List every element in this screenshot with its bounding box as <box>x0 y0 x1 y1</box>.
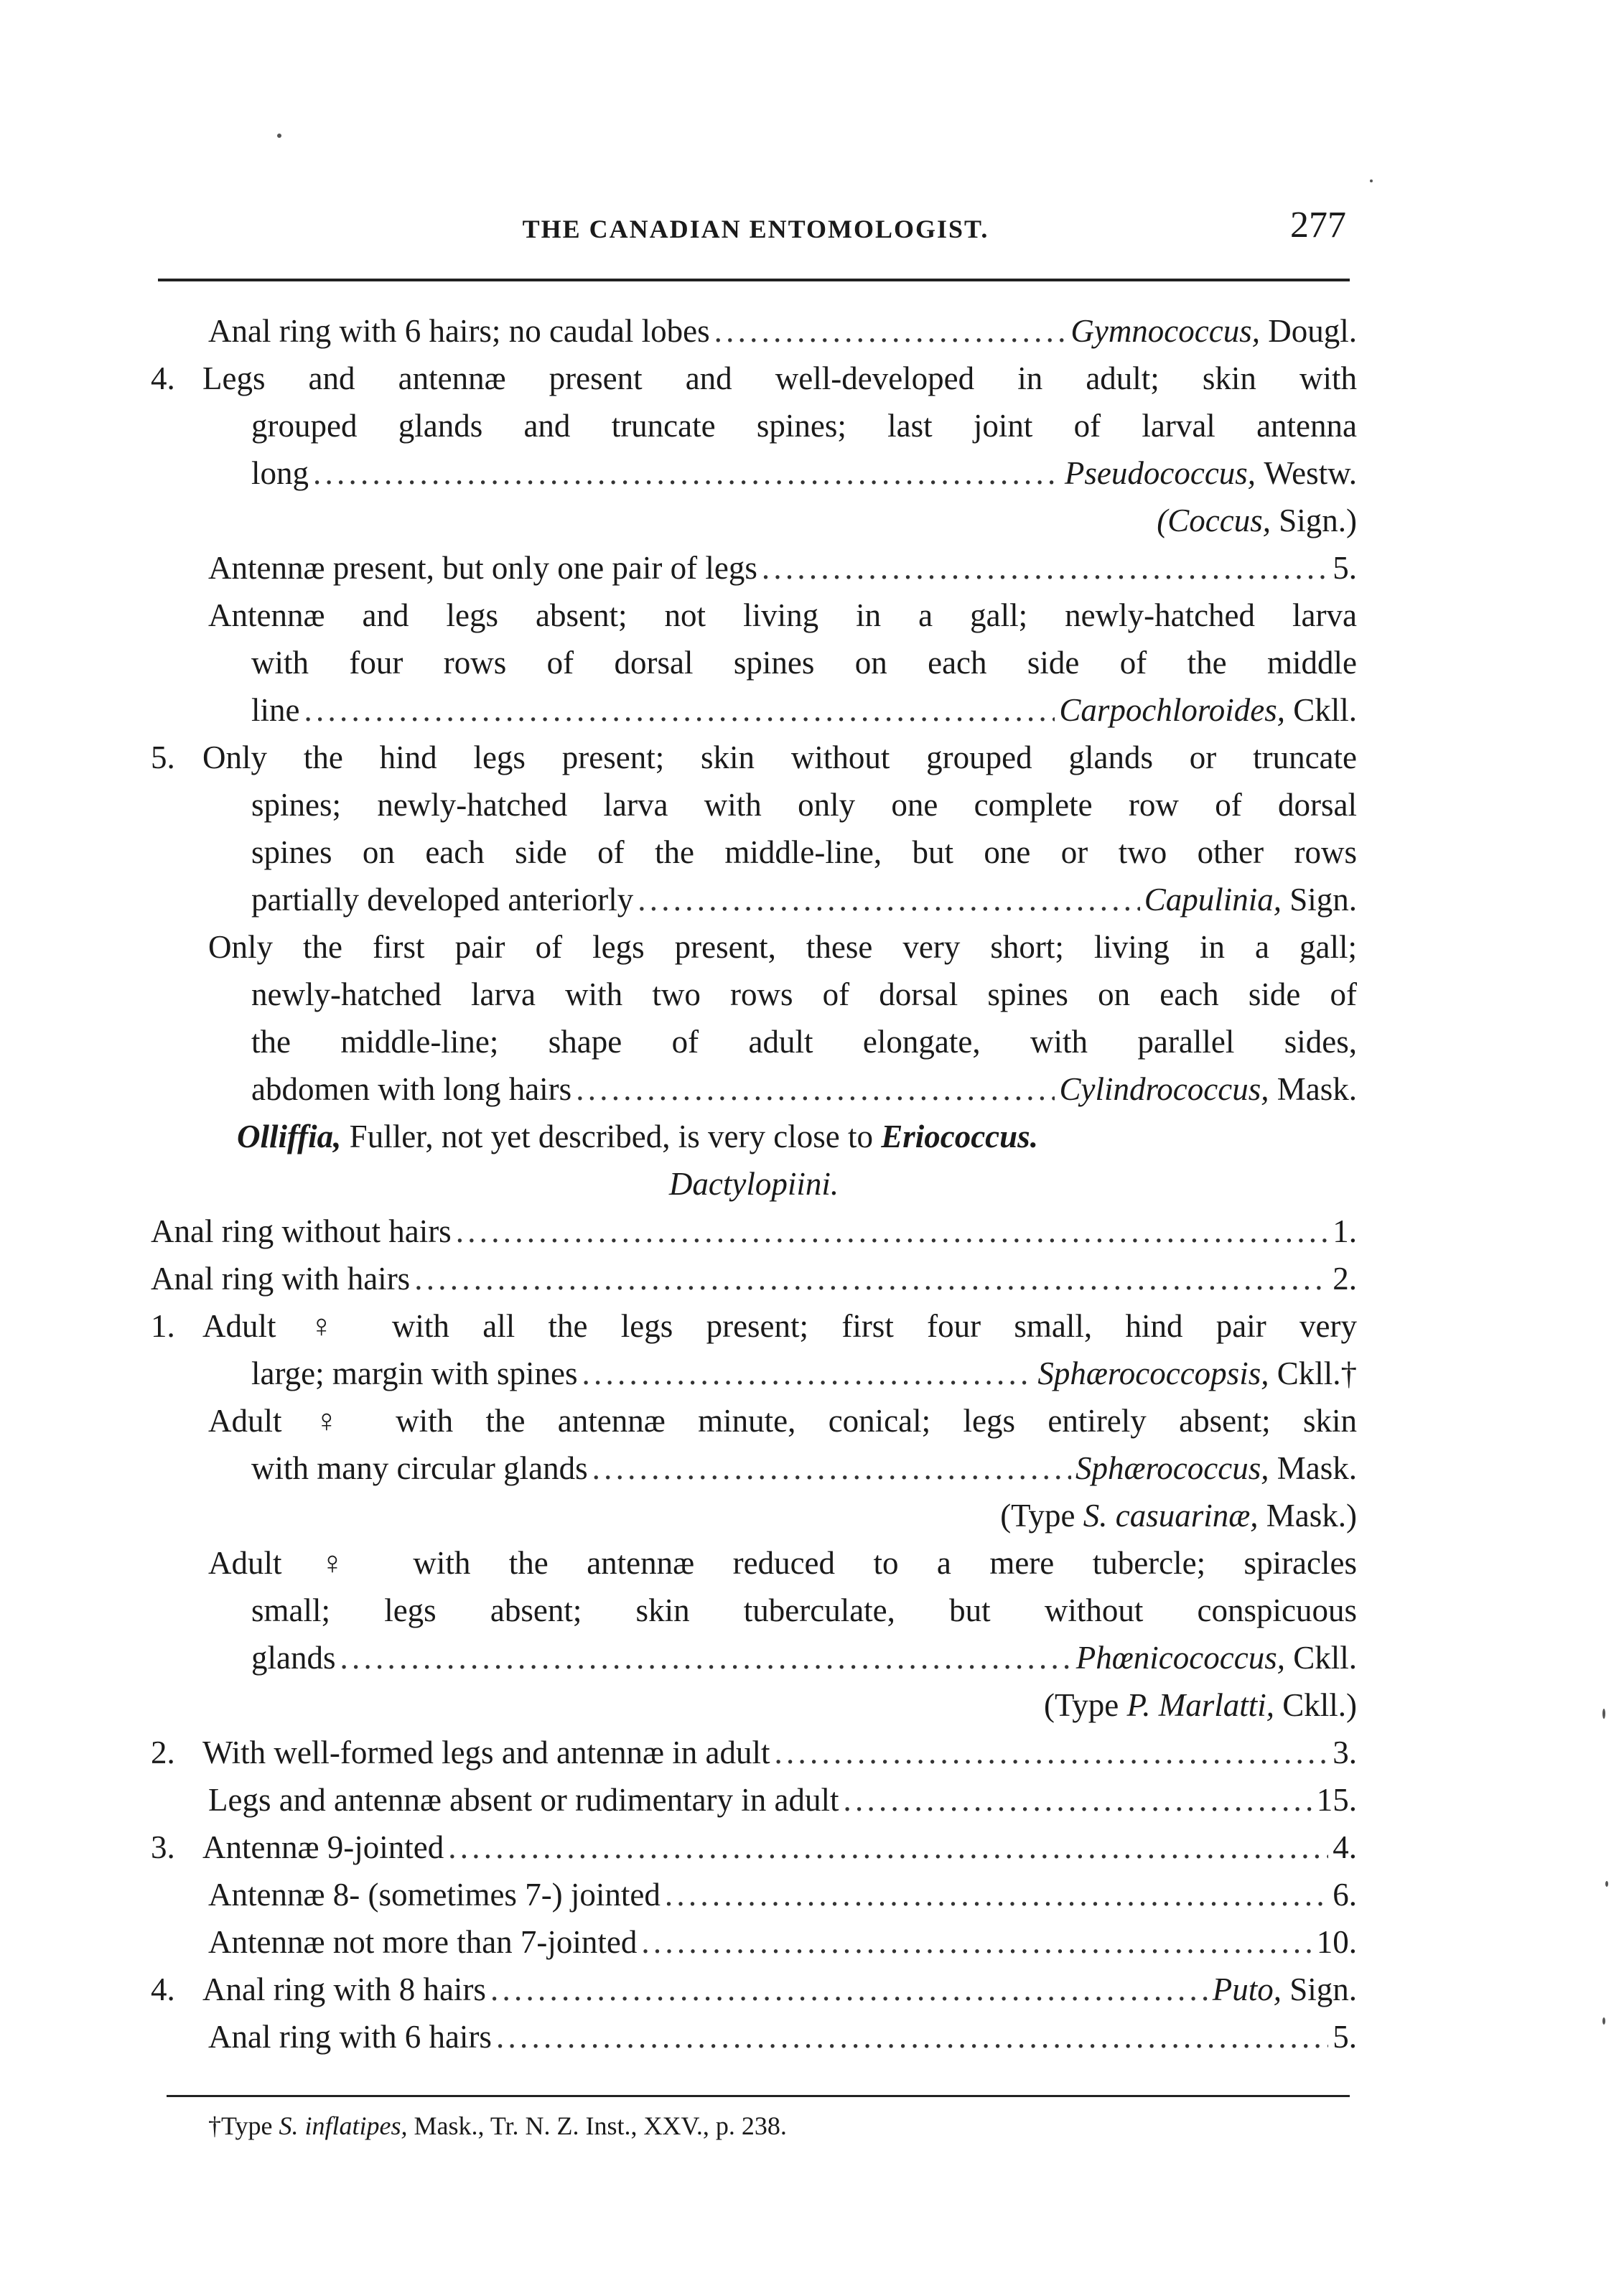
key-line: large; margin with spines . . . Sphærococcopsis, Ckll.† <box>151 1350 1357 1397</box>
key-line: spines; newly-hatched larva with only one complete row of dorsal <box>251 787 1357 823</box>
author-name: Ckll. <box>1293 1640 1357 1676</box>
dot-leader <box>576 1065 1055 1113</box>
key-line: Anal ring with hairs . . . 2. <box>151 1255 1357 1302</box>
key-line: partially developed anteriorly . . . Capulinia, Sign. <box>151 876 1357 923</box>
author-name: Westw. <box>1264 455 1357 491</box>
dot-leader <box>665 1871 1328 1918</box>
couplet-number: 2. <box>151 1735 175 1770</box>
couplet-reference: 5. <box>1333 2019 1357 2055</box>
key-line: Antennæ present, but only one pair of legs . . . 5. <box>151 544 1357 592</box>
author-name: Sign.) <box>1279 503 1357 538</box>
key-line: small; legs absent; skin tuberculate, but without conspicuous <box>251 1592 1357 1628</box>
key-line: Only the first pair of legs present, these very short; living in a gall; <box>208 929 1357 965</box>
key-line: glands . . . Phœnicococcus, Ckll. <box>151 1634 1357 1681</box>
species-name: P. Marlatti, <box>1126 1687 1274 1723</box>
key-line: (Type P. Marlatti, Ckll.) <box>1043 1687 1357 1723</box>
couplet-number: 1. <box>151 1308 175 1344</box>
ink-speck <box>1370 179 1373 182</box>
dot-leader <box>340 1634 1072 1681</box>
species-name: S. inflatipes, <box>279 2111 408 2140</box>
author-name: Ckll. <box>1293 692 1357 728</box>
couplet-reference: 2. <box>1333 1261 1357 1297</box>
ink-speck <box>277 134 281 138</box>
dot-leader <box>582 1350 1034 1397</box>
key-line: abdomen with long hairs . . . Cylindrococcus, Mask. <box>151 1065 1357 1113</box>
couplet-reference: 10. <box>1316 1924 1357 1960</box>
key-line: grouped glands and truncate spines; last joint of larval antenna <box>251 408 1357 444</box>
running-head: THE CANADIAN ENTOMOLOGIST. <box>522 215 989 243</box>
couplet-reference: 15. <box>1316 1782 1357 1818</box>
ink-speck <box>1605 1881 1608 1887</box>
key-line: long . . . Pseudococcus, Westw. <box>151 449 1357 497</box>
couplet-reference: 6. <box>1333 1877 1357 1913</box>
dot-leader <box>775 1729 1329 1776</box>
dot-leader <box>313 449 1060 497</box>
ink-speck <box>1602 1709 1605 1719</box>
ink-speck <box>1602 2017 1605 2025</box>
key-line: Antennæ not more than 7-jointed . . . 10. <box>151 1918 1357 1966</box>
dot-leader <box>844 1776 1312 1824</box>
genus-name: Phœnicococcus, <box>1075 1640 1285 1676</box>
footnote-rule <box>167 2095 1350 2097</box>
dot-leader <box>496 2013 1328 2060</box>
genus-name: Carpochloroides, <box>1059 692 1285 728</box>
couplet-number: 3. <box>151 1829 175 1865</box>
key-line: spines on each side of the middle-line, but one or two other rows <box>251 834 1357 870</box>
key-line <box>151 497 1357 544</box>
key-line: 2. With well-formed legs and antennæ in adult . . . 3. <box>151 1729 1357 1776</box>
key-text <box>151 307 1357 2060</box>
genus-name: Pseudococcus, <box>1064 455 1256 491</box>
genus-name: Cylindrococcus, <box>1059 1071 1269 1107</box>
author-name: Sign. <box>1289 1971 1357 2007</box>
dot-leader <box>592 1444 1071 1492</box>
dot-leader <box>448 1824 1328 1871</box>
couplet-number: 4. <box>151 1971 175 2007</box>
genus-name: Capulinia, <box>1144 882 1282 918</box>
key-line: Anal ring without hairs . . . 1. <box>151 1208 1357 1255</box>
key-line: Adult ♀ with the antennæ reduced to a mere tubercle; spiracles <box>208 1545 1357 1581</box>
dot-leader <box>762 544 1328 592</box>
dot-leader <box>714 307 1067 355</box>
couplet-number: 5. <box>151 739 175 775</box>
genus-name: (Coccus, <box>1157 503 1271 538</box>
key-line: 4. Anal ring with 8 hairs . . . Puto, Sign. <box>151 1966 1357 2013</box>
key-line: Legs and antennæ absent or rudimentary in adult . . . 15. <box>151 1776 1357 1824</box>
key-line: Adult ♀ with the antennæ minute, conical; legs entirely absent; skin <box>208 1403 1357 1439</box>
dot-leader <box>456 1208 1329 1255</box>
page-number: 277 <box>1290 205 1346 246</box>
key-line: the middle-line; shape of adult elongate, with parallel sides, <box>251 1024 1357 1060</box>
key-line: Anal ring with 6 hairs; no caudal lobes . . . Gymnococcus, Dougl. <box>151 307 1357 355</box>
couplet-reference: 3. <box>1333 1735 1357 1770</box>
couplet-reference: 5. <box>1333 550 1357 586</box>
genus-name: Eriococcus. <box>881 1119 1038 1154</box>
dot-leader <box>490 1966 1208 2013</box>
couplet-reference: 4. <box>1333 1829 1357 1865</box>
key-line: Antennæ and legs absent; not living in a gall; newly-hatched larva <box>208 597 1357 633</box>
key-line: with many circular glands . . . Sphærococcus, Mask. <box>151 1444 1357 1492</box>
author-name: Ckll.† <box>1277 1355 1357 1391</box>
key-line: line . . . Carpochloroides, Ckll. <box>151 686 1357 734</box>
page-header <box>165 207 1346 264</box>
key-line: with four rows of dorsal spines on each side of the middle <box>251 645 1357 681</box>
key-line: 5. Only the hind legs present; skin without grouped glands or truncate <box>151 734 1357 781</box>
couplet-reference: 1. <box>1333 1213 1357 1249</box>
key-line: 3. Antennæ 9-jointed . . . 4. <box>151 1824 1357 1871</box>
key-line: Anal ring with 6 hairs . . . 5. <box>151 2013 1357 2060</box>
genus-name: Gymnococcus, <box>1070 313 1260 349</box>
key-line: newly-hatched larva with two rows of dorsal spines on each side of <box>251 976 1357 1012</box>
dot-leader <box>641 1918 1312 1966</box>
dot-leader <box>304 686 1055 734</box>
tribe-heading: Dactylopiini. <box>668 1166 839 1202</box>
genus-name: Puto, <box>1212 1971 1282 2007</box>
section-heading <box>151 1160 1357 1208</box>
genus-name: Sphærococcus, <box>1075 1450 1269 1486</box>
genus-name: Sphærococcopsis, <box>1037 1355 1269 1391</box>
key-line: 1. Adult ♀ with all the legs present; first four small, hind pair very <box>151 1302 1357 1350</box>
dot-leader <box>414 1255 1328 1302</box>
author-name: Mask. <box>1277 1450 1357 1486</box>
key-line: 4. Legs and antennæ present and well-developed in adult; skin with <box>151 355 1357 402</box>
key-line: Antennæ 8- (sometimes 7-) jointed . . . 6. <box>151 1871 1357 1918</box>
note-line: Olliffia, Fuller, not yet described, is very close to Eriococcus. <box>151 1113 1357 1160</box>
author-name: Dougl. <box>1268 313 1357 349</box>
genus-name: Olliffia, <box>237 1119 342 1154</box>
author-name: Mask. <box>1277 1071 1357 1107</box>
footnote: †Type S. inflatipes, Mask., Tr. N. Z. Inst., XXV., p. 238. <box>208 2111 787 2140</box>
species-name: S. casuarinæ, <box>1083 1498 1259 1534</box>
dot-leader <box>638 876 1139 923</box>
author-name: Sign. <box>1289 882 1357 918</box>
couplet-number: 4. <box>151 360 175 396</box>
key-line: (Type S. casuarinæ, Mask.) <box>1000 1498 1357 1534</box>
header-rule <box>158 279 1350 281</box>
